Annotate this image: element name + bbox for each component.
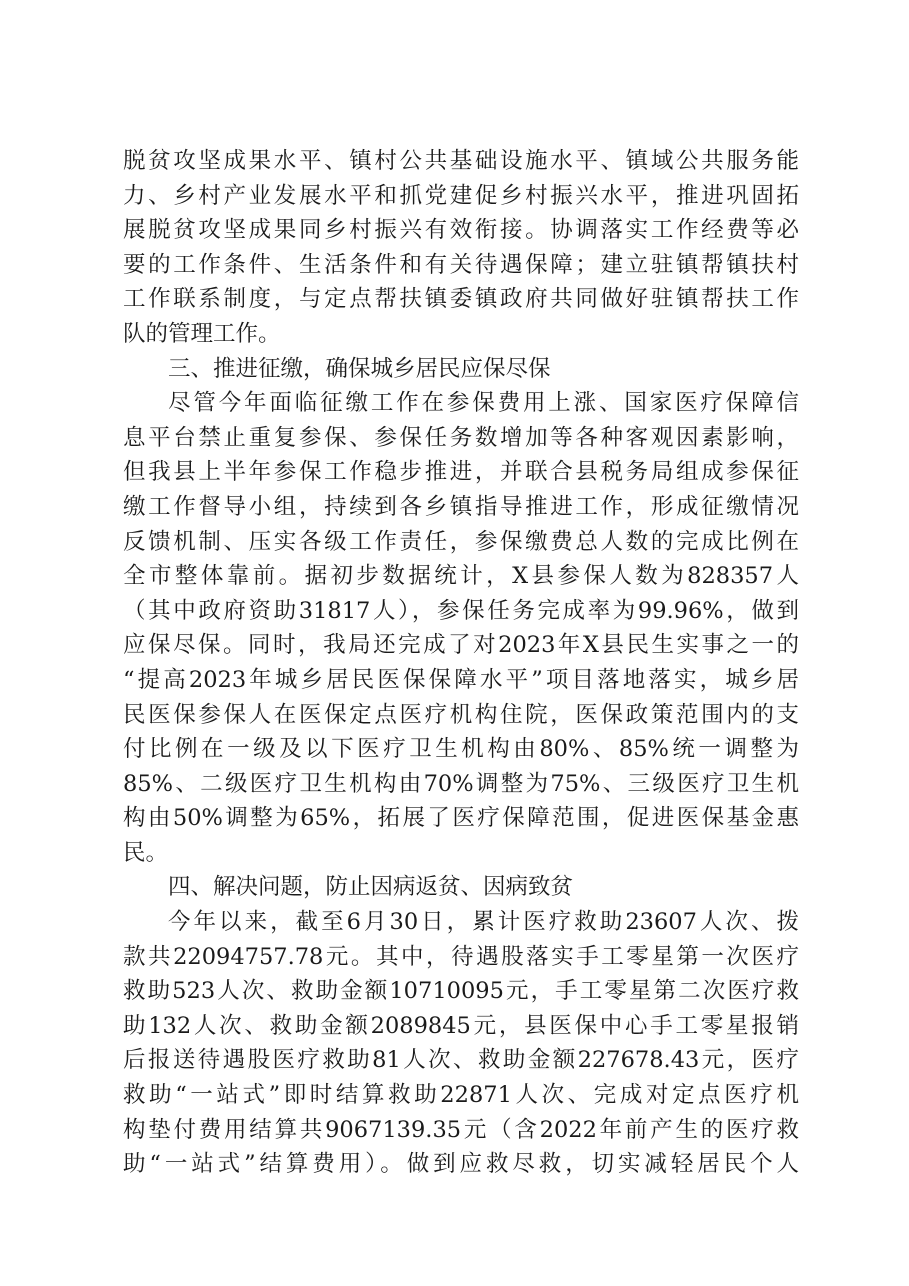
- paragraph-first-line: 尽管今年面临征缴工作在参保费用上涨、国家医疗保障信: [168, 390, 799, 417]
- text-line: 民医保参保人在医保定点医疗机构住院，医保政策范围内的支: [123, 701, 799, 728]
- text-line: 工作联系制度，与定点帮扶镇委镇政府共同做好驻镇帮扶工作: [123, 286, 799, 313]
- text-line: 助132人次、救助金额2089845元，县医保中心手工零星报销: [123, 1012, 799, 1039]
- document-body: [123, 144, 799, 1182]
- text-line: 但我县上半年参保工作稳步推进，并联合县税务局组成参保征: [123, 459, 799, 486]
- text-line: 息平台禁止重复参保、参保任务数增加等各种客观因素影响，: [123, 424, 799, 451]
- text-line: 力、乡村产业发展水平和抓党建促乡村振兴水平，推进巩固拓: [123, 182, 799, 209]
- text-line: 要的工作条件、生活条件和有关待遇保障；建立驻镇帮镇扶村: [123, 251, 799, 278]
- text-line: （其中政府资助31817人），参保任务完成率为99.96%，做到: [123, 597, 799, 624]
- text-line: “提高2023年城乡居民医保保障水平”项目落地落实，城乡居: [123, 666, 799, 693]
- text-line: 救助“一站式”即时结算救助22871人次、完成对定点医疗机: [123, 1082, 799, 1109]
- text-line: 展脱贫攻坚成果同乡村振兴有效衔接。协调落实工作经费等必: [123, 217, 799, 244]
- text-line: 后报送待遇股医疗救助81人次、救助金额227678.43元，医疗: [123, 1047, 799, 1074]
- text-line: 构垫付费用结算共9067139.35元（含2022年前产生的医疗救: [123, 1116, 799, 1143]
- text-line: 民。: [123, 839, 169, 866]
- text-line: 缴工作督导小组，持续到各乡镇指导推进工作，形成征缴情况: [123, 493, 799, 520]
- text-line: 构由50%调整为65%，拓展了医疗保障范围，促进医保基金惠: [123, 805, 799, 832]
- text-line: 反馈机制、压实各级工作责任，参保缴费总人数的完成比例在: [123, 528, 799, 555]
- section-heading-3: 三、推进征缴，确保城乡居民应保尽保: [168, 355, 551, 382]
- section-heading-4: 四、解决问题，防止因病返贫、因病致贫: [168, 874, 574, 901]
- text-line: 助“一站式”结算费用）。做到应救尽救，切实减轻居民个人: [123, 1151, 799, 1178]
- text-line: 款共22094757.78元。其中，待遇股落实手工零星第一次医疗: [123, 943, 799, 970]
- text-line: 付比例在一级及以下医疗卫生机构由80%、85%统一调整为: [123, 736, 799, 763]
- text-line: 应保尽保。同时，我局还完成了对2023年X县民生实事之一的: [123, 632, 799, 659]
- text-line: 85%、二级医疗卫生机构由70%调整为75%、三级医疗卫生机: [123, 770, 799, 797]
- text-line: 全市整体靠前。据初步数据统计，X县参保人数为828357人: [123, 563, 799, 590]
- text-line: 脱贫攻坚成果水平、镇村公共基础设施水平、镇域公共服务能: [123, 148, 799, 174]
- paragraph-first-line: 今年以来，截至6月30日，累计医疗救助23607人次、拨: [168, 909, 799, 936]
- text-line: 救助523人次、救助金额10710095元，手工零星第二次医疗救: [123, 978, 799, 1005]
- text-line: 队的管理工作。: [123, 320, 281, 347]
